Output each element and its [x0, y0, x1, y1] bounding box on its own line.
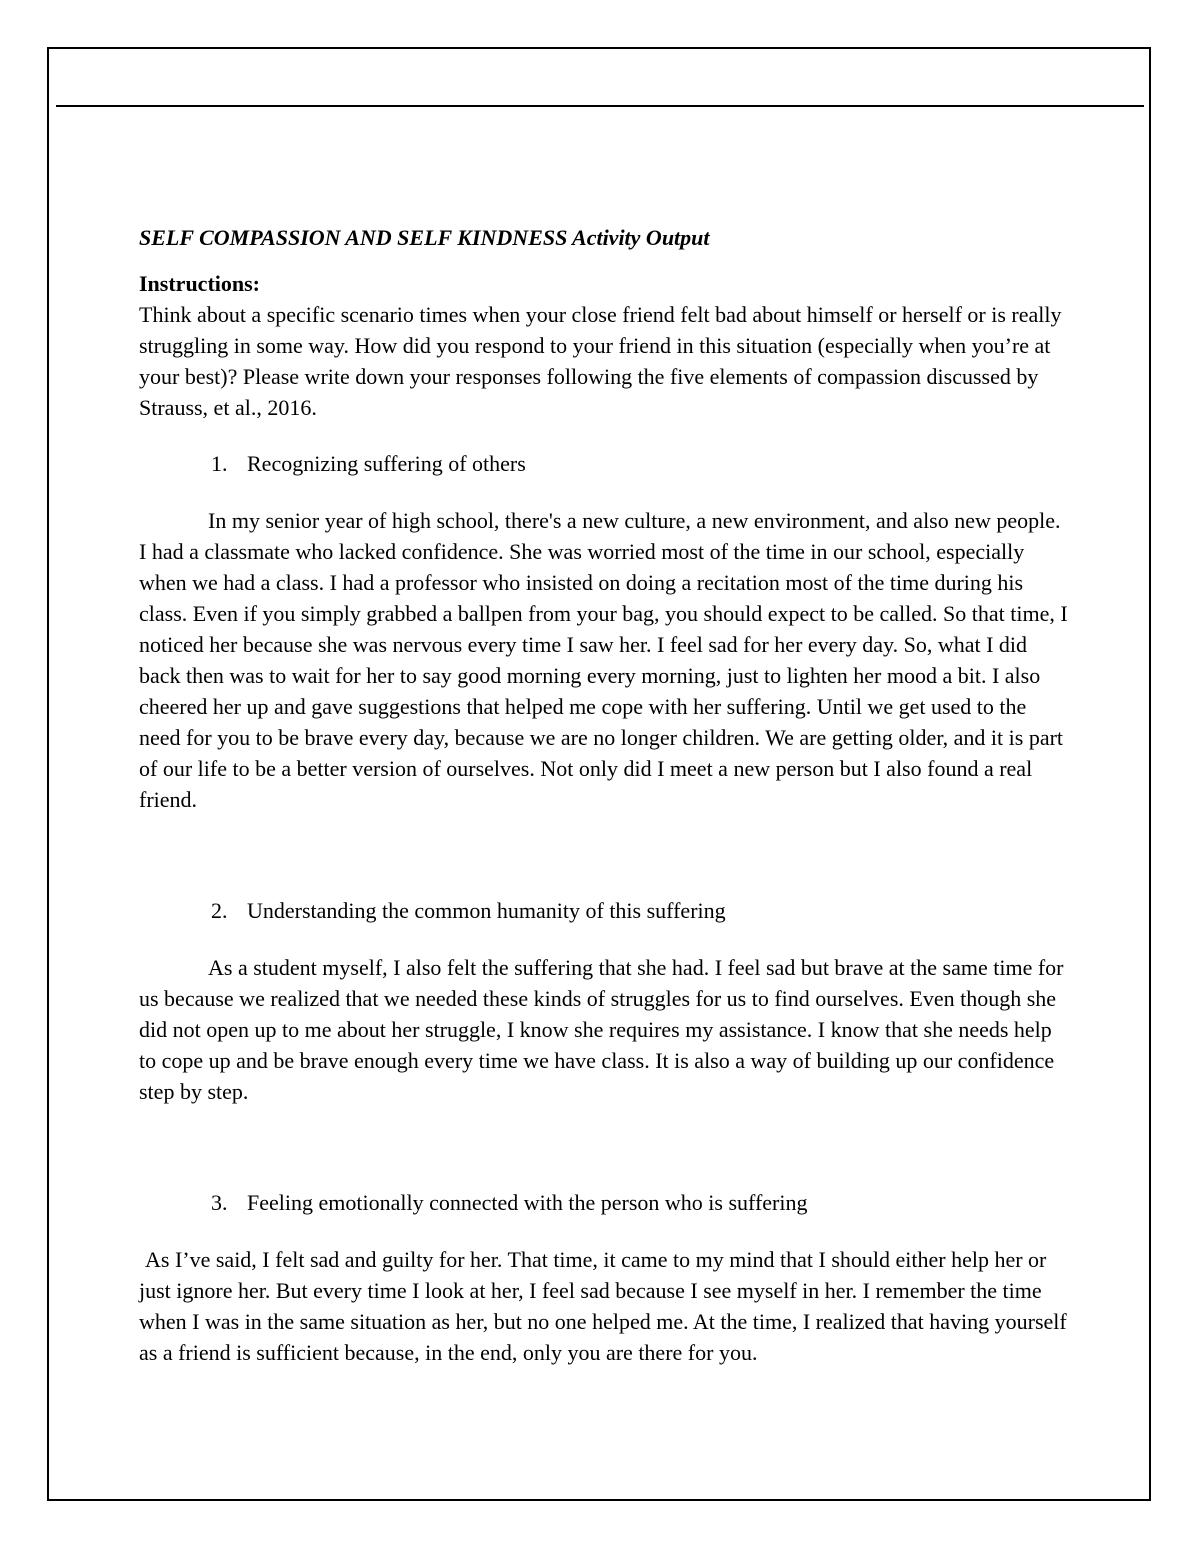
list-number: 2.: [211, 898, 228, 923]
response-paragraph: [139, 1244, 1069, 1368]
response-paragraph: In my senior year of high school, there's a new culture, a new environment, and also new people. I had a classmate who lacked confidence. She was worried most of the time in our school, especially when we had a class. I had a professor who insisted on doing a recitation most of the time during his class. Even if you simply grabbed a ballpen from your bag, you should expect to be called. So that time, I noticed her because she was nervous every time I saw her. I feel sad for her every day. So, what I did back then was to wait for her to say good morning every morning, just to lighten her mood a bit. I also cheered her up and gave suggestions that helped me cope with her suffering. Until we get used to the need for you to be brave every day, because we are no longer children. We are getting older, and it is part of our life to be a better version of ourselves. Not only did I meet a new person but I also found a real friend.: [139, 508, 1068, 812]
header-rule: [56, 105, 1144, 107]
list-heading: Feeling emotionally connected with the person who is suffering: [247, 1190, 808, 1215]
response-paragraph: As a student myself, I also felt the suffering that she had. I feel sad but brave at the same time for us because we realized that we needed these kinds of struggles for us to find ourselves. Even though she did not open up to me about her struggle, I know she requires my assistance. I know that she needs help to cope up and be brave enough every time we have class. It is also a way of building up our confidence step by step.: [139, 955, 1064, 1104]
list-item-recognizing-suffering: [139, 448, 1069, 479]
instructions-heading: Instructions:: [139, 271, 261, 296]
list-number: 1.: [211, 451, 228, 476]
list-item-common-humanity: [139, 895, 1069, 926]
list-item-emotional-connection: [139, 1187, 1069, 1218]
list-heading: Recognizing suffering of others: [247, 451, 526, 476]
list-number: 3.: [211, 1190, 228, 1215]
document-title: SELF COMPASSION AND SELF KINDNESS Activity Output: [139, 225, 710, 250]
document-body: [139, 222, 1069, 1368]
instructions-text: Think about a specific scenario times when your close friend felt bad about himself or herself or is really struggling in some way. How did you respond to your friend in this situation (especially when you’re at your best)? Please write down your responses following the five elements of compassion discussed by Strauss, et al., 2016.: [139, 302, 1062, 420]
response-text: As I’ve said, I felt sad and guilty for her. That time, it came to my mind that I should either help her or just ignore her. But every time I look at her, I feel sad because I see myself in her. I remember the time when I was in the same situation as her, but no one helped me. At the time, I realized that having yourself as a friend is sufficient because, in the end, only you are there for you.: [139, 1247, 1067, 1365]
list-heading: Understanding the common humanity of this suffering: [247, 898, 726, 923]
